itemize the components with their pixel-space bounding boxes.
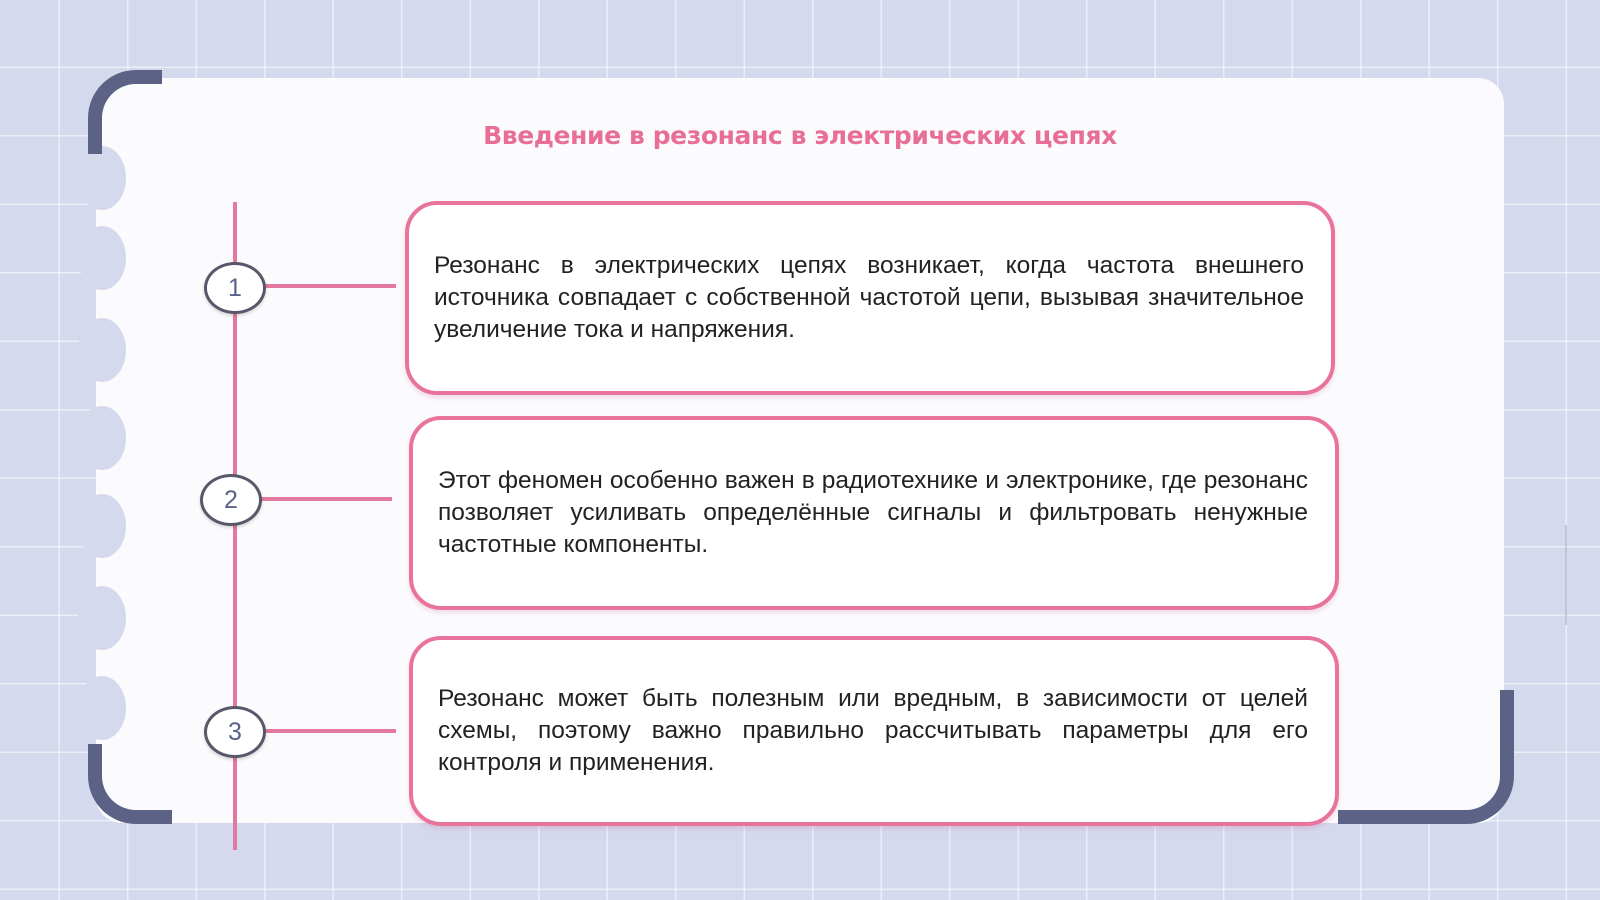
paper-edge-notch bbox=[78, 318, 126, 382]
card-text: Резонанс может быть полезным или вредным, в зависимости от целей схемы, поэтому важно правильно рассчитывать параметры для его контроля и применения. bbox=[438, 685, 1308, 776]
card-text: Этот феномен особенно важен в радиотехнике и электронике, где резонанс позволяет усиливать определённые сигналы и фильтровать ненужные частотные компоненты. bbox=[438, 467, 1308, 558]
content-card-2 bbox=[409, 416, 1339, 610]
connector-line bbox=[264, 729, 396, 733]
frame-corner-bottom-right bbox=[1338, 690, 1514, 824]
paper-edge-notch bbox=[78, 406, 126, 470]
paper-edge-notch bbox=[78, 676, 126, 740]
step-number: 1 bbox=[228, 273, 242, 302]
step-number: 2 bbox=[224, 485, 238, 514]
connector-line bbox=[264, 284, 396, 288]
step-marker-3 bbox=[204, 706, 266, 758]
content-card-3 bbox=[409, 636, 1339, 826]
slide-title: Введение в резонанс в электрических цепях bbox=[483, 121, 1117, 150]
step-marker-2 bbox=[200, 474, 262, 526]
paper-edge-notch bbox=[78, 146, 126, 210]
paper-edge-notch bbox=[78, 226, 126, 290]
paper-edge-notch bbox=[78, 494, 126, 558]
card-text: Резонанс в электрических цепях возникает, когда частота внешнего источника совпадает с собственной частотой цепи, вызывая значительное увеличение тока и напряжения. bbox=[434, 252, 1304, 343]
paper-edge-notch bbox=[78, 586, 126, 650]
step-marker-1 bbox=[204, 262, 266, 314]
connector-line bbox=[260, 497, 392, 501]
step-number: 3 bbox=[228, 717, 242, 746]
content-card-1 bbox=[405, 201, 1335, 395]
decorative-line bbox=[1565, 525, 1567, 625]
